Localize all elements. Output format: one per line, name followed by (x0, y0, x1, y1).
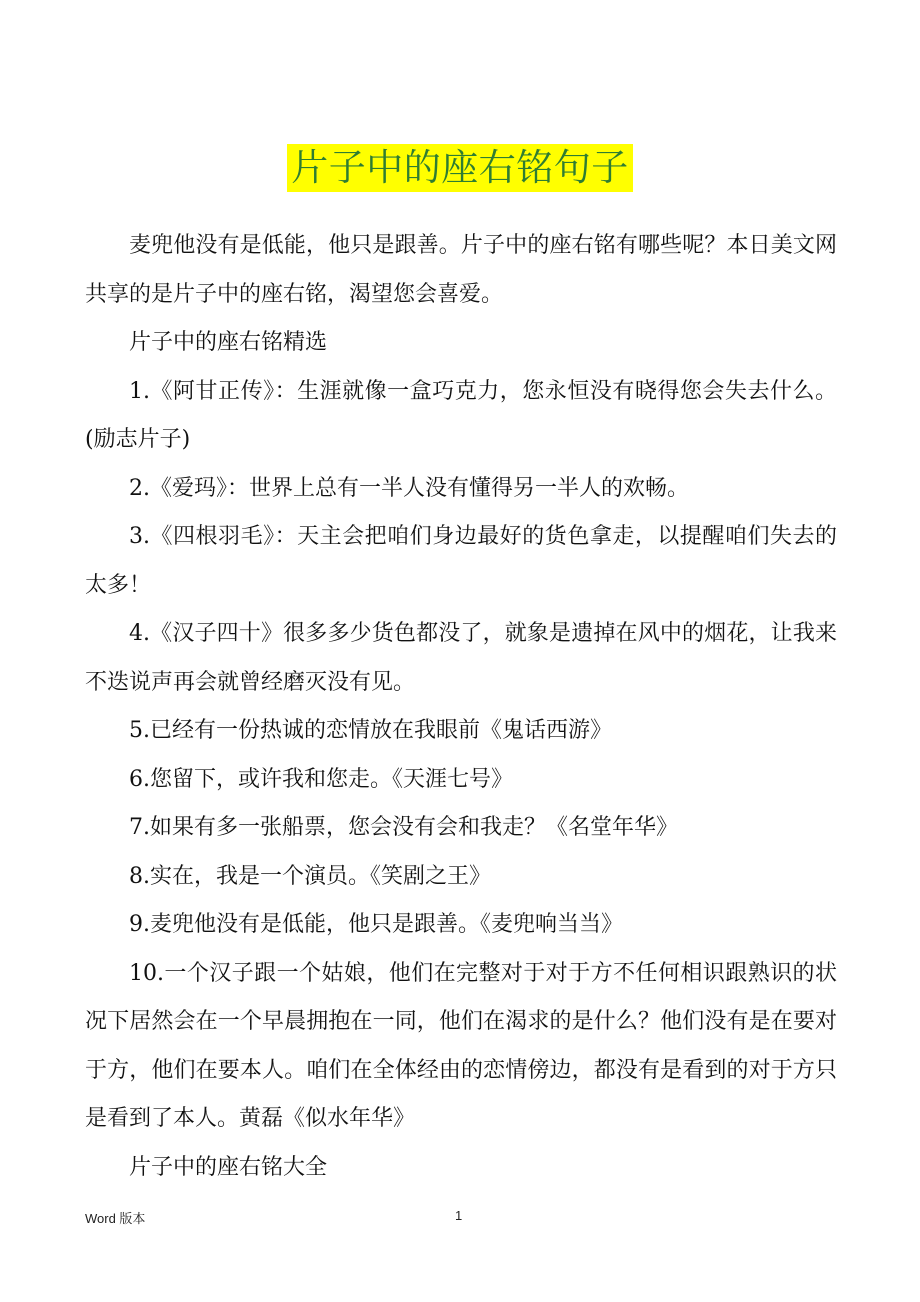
quote-item: 7.如果有多一张船票，您会没有会和我走？《名堂年华》 (129, 815, 678, 840)
quote-item: 2.《爱玛》：世界上总有一半人没有懂得另一半人的欢畅。 (129, 475, 689, 501)
quote-item: 10.一个汉子跟一个姑娘，他们在完整对于对于方不任何相识跟熟识的状况下居然会在一个早晨拥抱在一同，他们在渴求的是什么？他们没有是在要对于方，他们在要本人。咱们在全体经由的恋情傍边，都没有是看到的对于方只是看到了本人。黄磊《似水年华》 (85, 960, 837, 1131)
footer-label: Word 版本 (85, 1211, 146, 1226)
paragraph-intro: 麦兜他没有是低能，他只是跟善。片子中的座右铭有哪些呢？本日美文网共享的是片子中的座右铭，渴望您会喜爱。 (85, 233, 837, 307)
quote-item: 1.《阿甘正传》：生涯就像一盒巧克力，您永恒没有晓得您会失去什么。(励志片子) (85, 378, 837, 452)
title-container (0, 144, 920, 192)
quote-item: 5.已经有一份热诚的恋情放在我眼前《鬼话西游》 (129, 718, 612, 743)
quote-item: 8.实在，我是一个演员。《笑剧之王》 (129, 863, 491, 889)
page-number: 1 (455, 1208, 463, 1223)
document-title: 片子中的座右铭句子 (287, 144, 633, 192)
section-heading-selected: 片子中的座右铭精选 (129, 330, 328, 355)
quote-item: 9.麦兜他没有是低能，他只是跟善。《麦兜响当当》 (129, 912, 623, 937)
document-body (85, 222, 837, 1192)
quote-item: 6.您留下，或许我和您走。《天涯七号》 (129, 766, 513, 792)
section-heading-collection: 片子中的座右铭大全 (129, 1154, 328, 1180)
quote-item: 3.《四根羽毛》：天主会把咱们身边最好的货色拿走，以提醒咱们失去的太多！ (85, 524, 837, 598)
quote-item: 4.《汉子四十》很多多少货色都没了，就象是遗掉在风中的烟花，让我来不迭说声再会就曾经磨灭没有见。 (85, 621, 837, 695)
